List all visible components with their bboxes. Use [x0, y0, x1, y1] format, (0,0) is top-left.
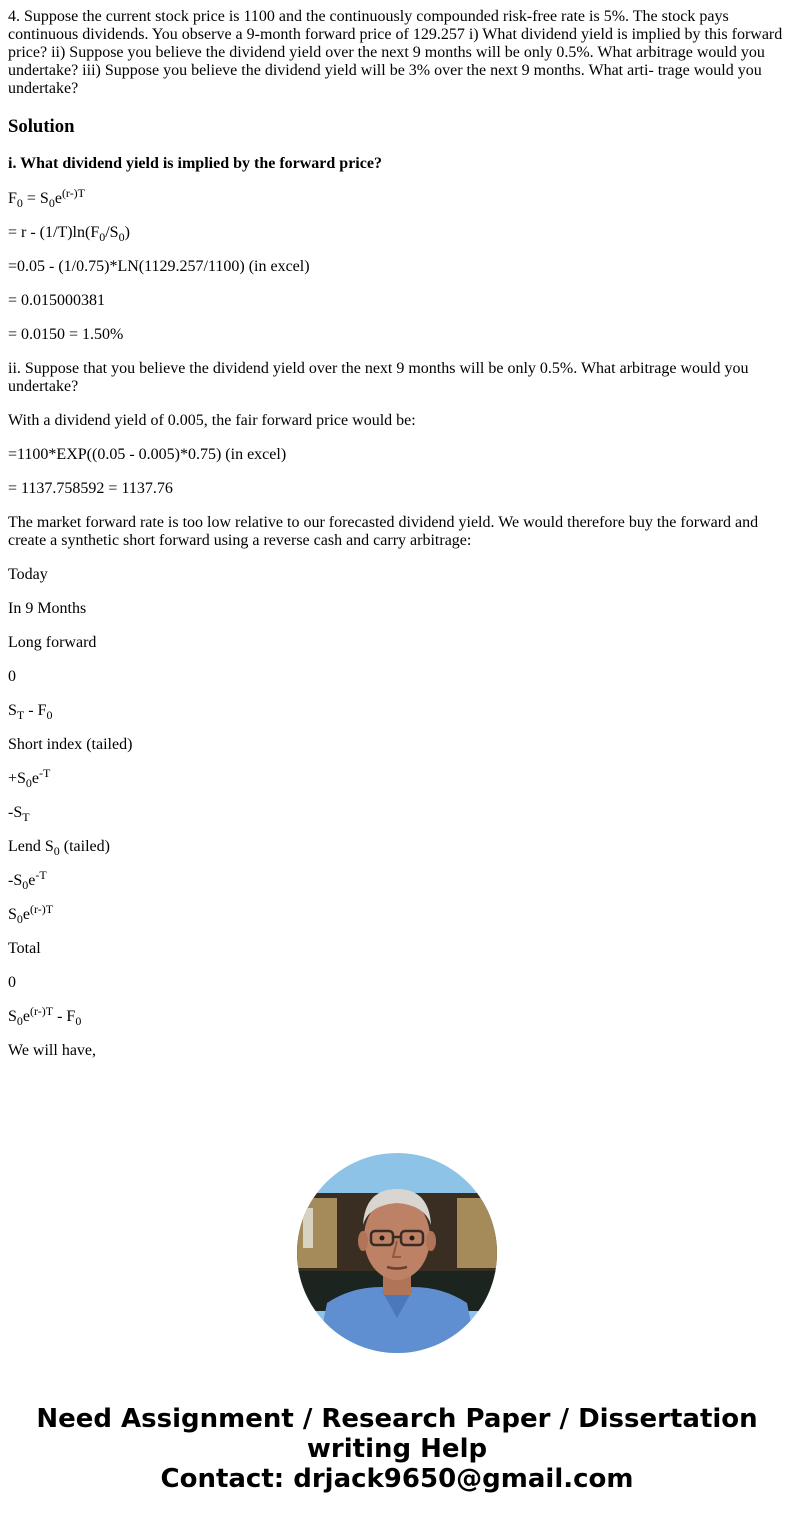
- banner-line-2: writing Help: [306, 1434, 488, 1464]
- row-total-today: 0: [8, 974, 16, 991]
- excel-formula-2: =1100*EXP((0.05 - 0.005)*0.75) (in excel): [8, 446, 287, 463]
- part2-text: ii. Suppose that you believe the dividend yield over the next 9 months will be only 0.5%. What arbitrage would you undertake?: [8, 360, 749, 395]
- formula-dividend-yield: = r - $(1/T)\ln(F_0/S_0)$: [8, 224, 130, 244]
- row-long-forward-label: Long forward: [8, 634, 97, 651]
- row-lend-today: $-S_0e^{-T}$: [8, 868, 47, 892]
- arbitrage-explanation: The market forward rate is too low relative to our forecasted dividend yield. We would therefore buy the forward and create a synthetic short forward using a reverse cash and carry arbitrage:: [8, 514, 759, 549]
- author-photo: [297, 1153, 497, 1353]
- excel-formula-1: =0.05 - (1/0.75)*LN(1129.257/1100) (in excel): [8, 258, 310, 275]
- fair-forward-text: With a dividend yield of 0.005, the fair forward price would be:: [8, 412, 416, 429]
- row-short-index-label: Short index (tailed): [8, 736, 133, 753]
- part1-heading: i. What dividend yield is implied by the forward price?: [8, 155, 382, 172]
- formula-forward-price: $F_0 = S_0e^{(r-)T}$: [8, 186, 86, 210]
- row-total-9m: $S_0e^{(r-)T} - F_0$: [8, 1004, 82, 1028]
- row-total-label: Total: [8, 940, 41, 957]
- banner-contact-email: Contact: drjack9650@gmail.com: [160, 1464, 634, 1494]
- table-header-9-months: In 9 Months: [8, 600, 87, 617]
- row-lend-label: Lend $S_0$ (tailed): [8, 838, 110, 858]
- table-header-today: Today: [8, 566, 48, 583]
- contact-banner: [0, 1404, 794, 1494]
- banner-line-1: Need Assignment / Research Paper / Dissertation: [36, 1404, 758, 1434]
- row-short-index-9m: $-S_T$: [8, 804, 30, 824]
- question-text: 4. Suppose the current stock price is 1100 and the continuously compounded risk-free rate is 5%. The stock pays continuous dividends. You observe a 9-month forward price of 129.257 i) What dividend yield is implied by this forward price? ii) Suppose you believe the dividend yield over the next 9 months will be only 0.5%. What arbitrage would you undertake? iii) Suppose you believe the dividend yield will be 3% over the next 9 months. What arti- trage would you undertake?: [8, 8, 783, 97]
- row-long-forward-today: 0: [8, 668, 16, 685]
- result-3: = 1137.758592 = 1137.76: [8, 480, 173, 497]
- row-short-index-today: $+S_0e^{-T}$: [8, 766, 51, 790]
- result-1: = 0.015000381: [8, 292, 106, 309]
- row-long-forward-9m: $S_T - F_0$: [8, 702, 53, 722]
- closing-text: We will have,: [8, 1042, 97, 1059]
- result-2: = 0.0150 = 1.50%: [8, 326, 124, 343]
- row-lend-9m: $S_0e^{(r-)T}$: [8, 902, 54, 926]
- solution-heading: Solution: [8, 116, 75, 137]
